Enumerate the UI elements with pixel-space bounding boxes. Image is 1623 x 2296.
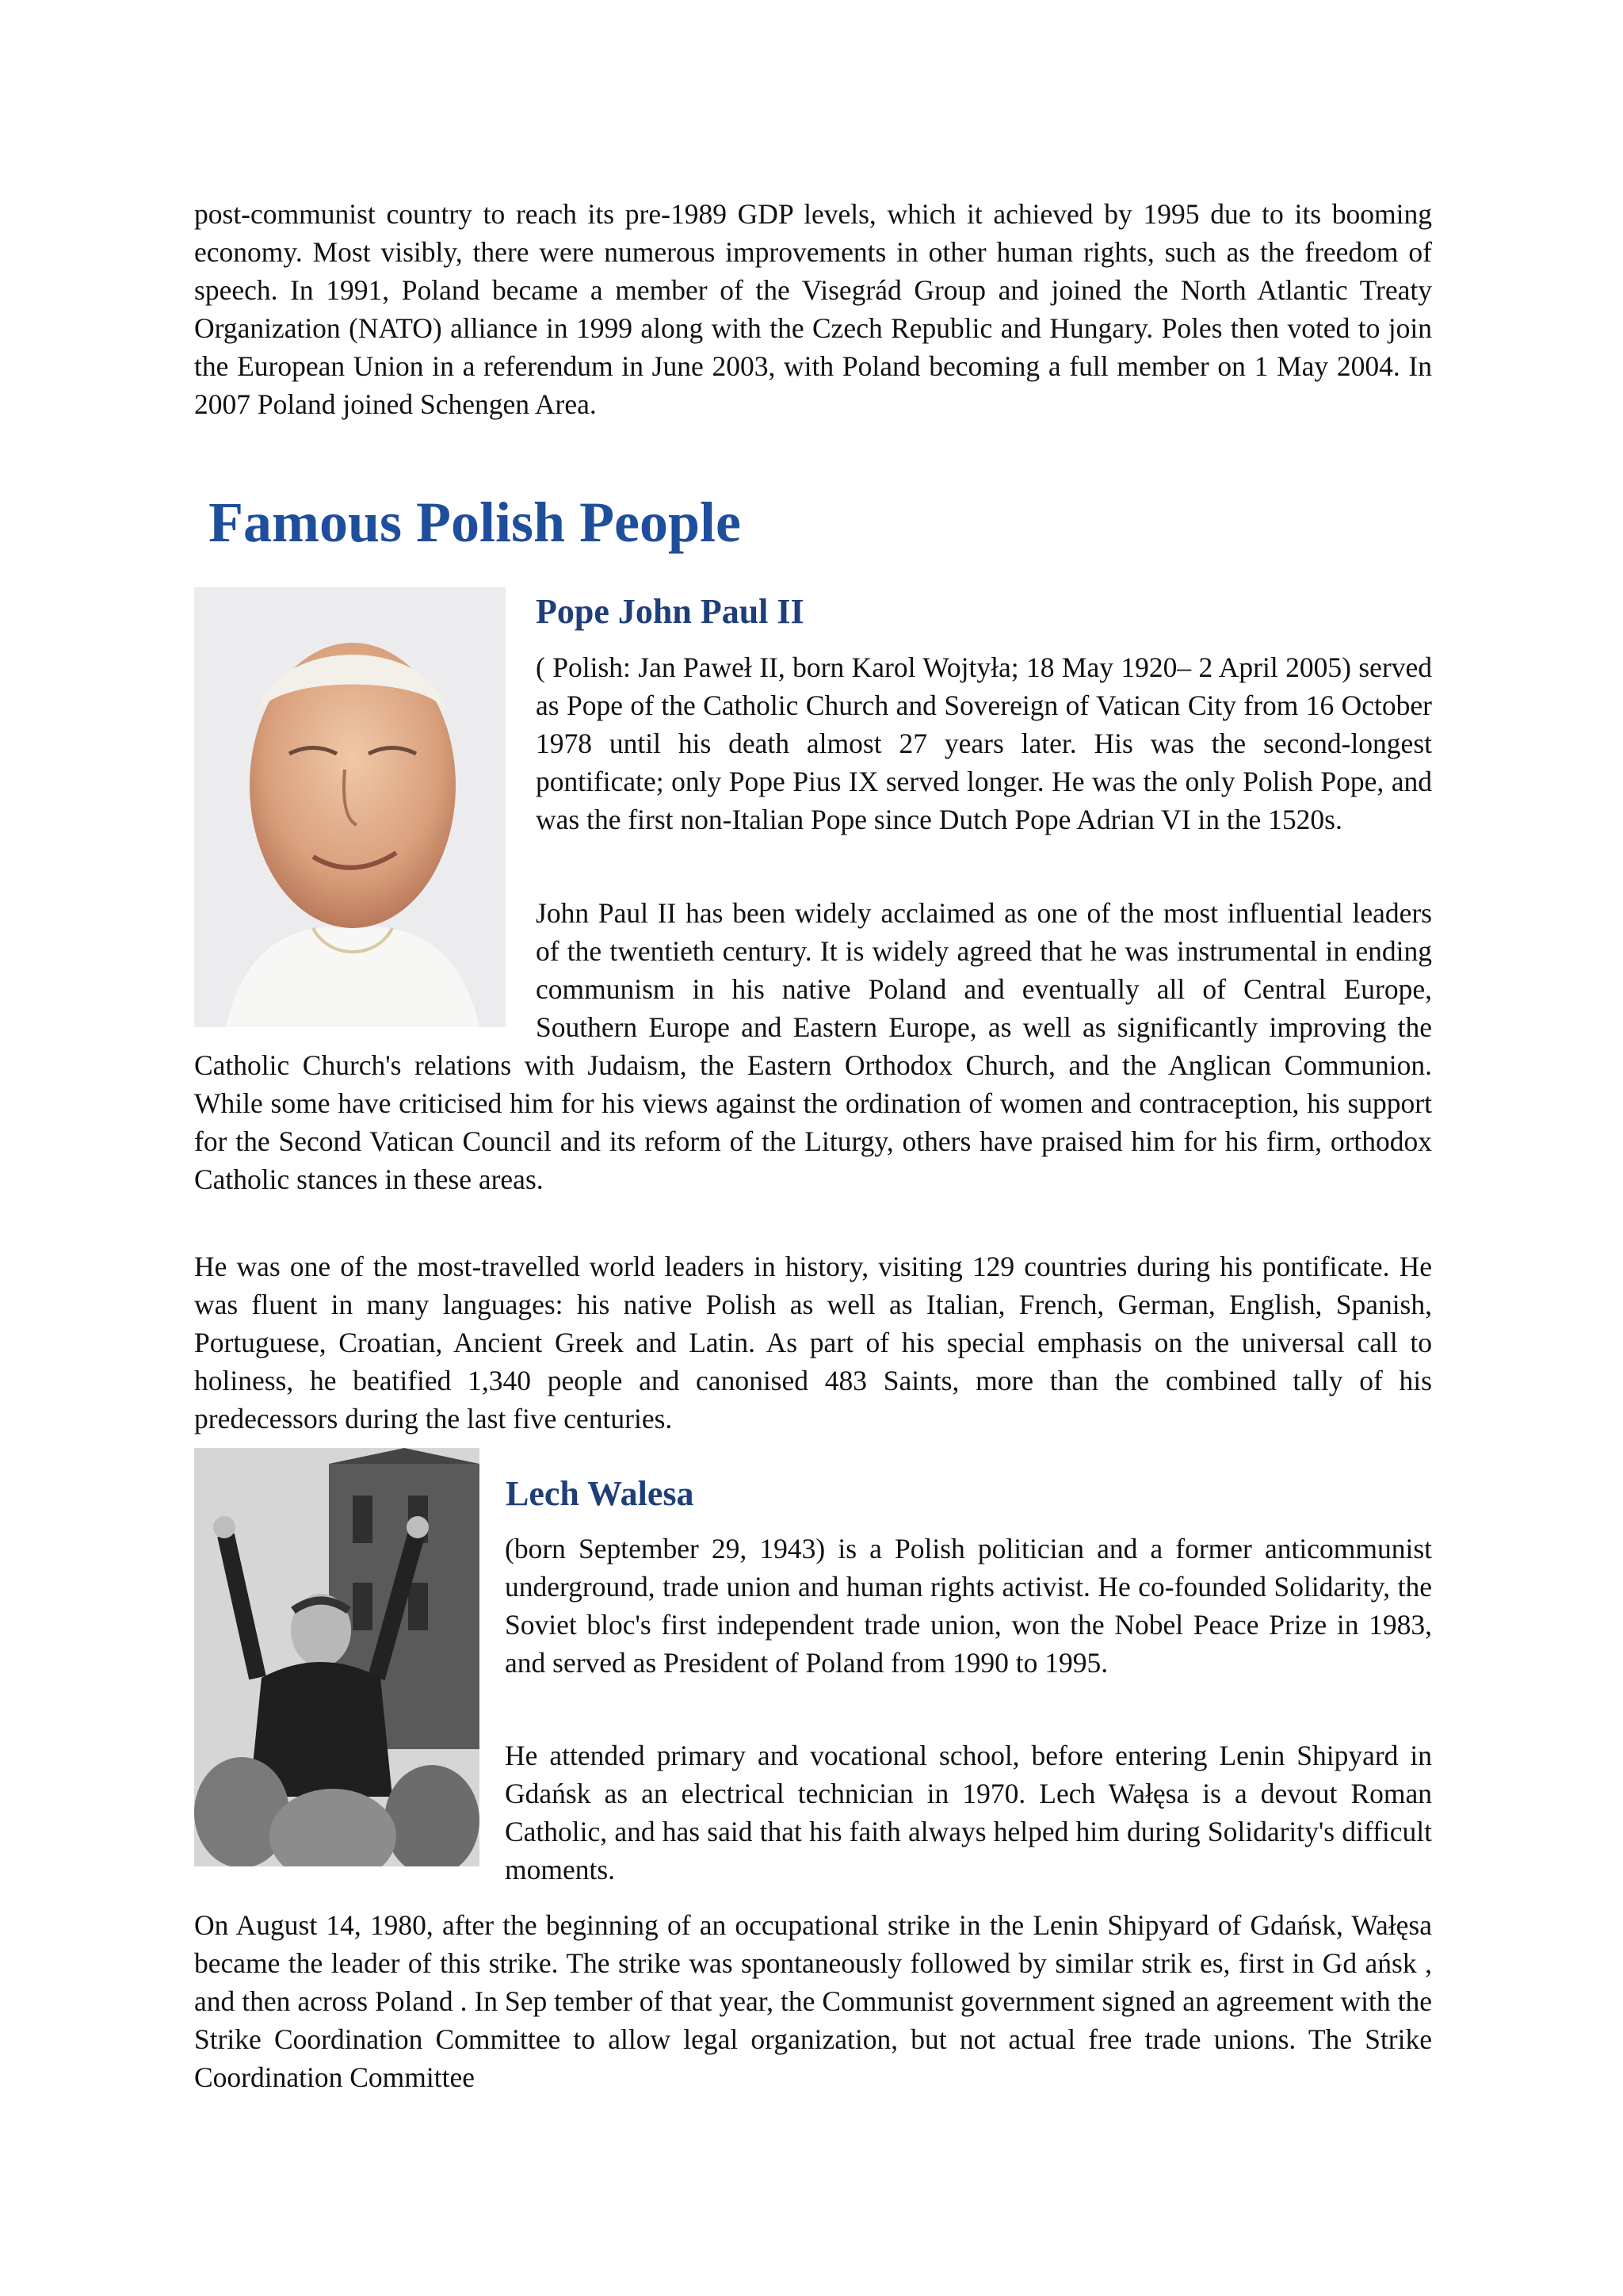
section-title: Famous Polish People [208,491,742,554]
john-paul-ii-paragraph-3: He was one of the most-travelled world leaders in history, visiting 129 countries during his pontificate. He was fluent in many languages: his native Polish as well as Italian, French, German, English, Spanish, Portuguese, Croatian, Ancient Greek and Latin. As part of his special emphasis on the universal call to holiness, he beatified 1,340 people and canonised 483 Saints, more than the combined tally of his predecessors during the last five centuries. [194,1251,1432,1435]
john-paul-ii-paragraph-1-text: ( Polish: Jan Paweł II, born Karol Wojtyła; 18 May 1920– 2 April 2005) served as Pope of the Catholic Church and Sovereign of Vatican City from 16 October 1978 until his death almost 27 years later. His was the second-longest pontificate; only Pope Pius IX served longer. He was the only Polish Pope, and was the first non-Italian Pope since Dutch Pope Adrian VI in the 1520s. [536,651,1432,835]
lech-walesa-heading: Lech Walesa [506,1474,694,1513]
lech-walesa-paragraph-2 [194,1736,1432,1889]
lech-walesa-paragraph-1 [194,1530,1432,1720]
john-paul-ii-heading: Pope John Paul II [536,592,804,631]
photo-spacer [194,894,536,1046]
lech-walesa-paragraph-1-text: (born September 29, 1943) is a Polish politician and a former anticommunist underground, trade union and human rights activist. He co-founded Solidarity, the Soviet bloc's first independent trade union, won the Nobel Peace Prize in 1983, and served as President of Poland from 1990 to 1995. [505,1533,1432,1679]
lech-walesa-paragraph-3: On August 14, 1980, after the beginning of an occupational strike in the Lenin Shipyard of Gdańsk, Wałęsa became the leader of this strike. The strike was spontaneously followed by similar strik es, first in Gd ańsk , and then across Poland . In Sep tember of that year, the Communist government signed an agreement with the Strike Coordination Committee to allow legal organization, but not actual free trade unions. The Strike Coordination Committee [194,1909,1432,2093]
photo-spacer [194,1530,505,1720]
john-paul-ii-paragraph-2 [194,894,1432,1198]
john-paul-ii-paragraph-1 [194,648,1432,894]
lech-walesa-paragraph-2-text: He attended primary and vocational school, before entering Lenin Shipyard in Gdańsk as an electrical technician in 1970. Lech Wałęsa is a devout Roman Catholic, and has said that his faith always helped him during Solidarity's difficult moments. [505,1740,1432,1885]
intro-paragraph: post-communist country to reach its pre-1989 GDP levels, which it achieved by 1995 due to its booming economy. Most visibly, there were numerous improvements in other human rights, such as the freedom of speech. In 1991, Poland became a member of the Visegrád Group and joined the North Atlantic Treaty Organization (NATO) alliance in 1999 along with the Czech Republic and Hungary. Poles then voted to join the European Union in a referendum in June 2003, with Poland becoming a full member on 1 May 2004. In 2007 Poland joined Schengen Area. [194,198,1432,420]
photo-spacer [194,648,536,894]
john-paul-ii-paragraph-2-text: John Paul II has been widely acclaimed as one of the most influential leaders of the twentieth century. It is widely agreed that he was instrumental in ending communism in his native Poland and eventually all of Central Europe, Southern Europe and Eastern Europe, as well as significantly improving the Catholic Church's relations with Judaism, the Eastern Orthodox Church, and the Anglican Communion. While some have criticised him for his views against the ordination of women and contraception, his support for the Second Vatican Council and its reform of the Liturgy, others have praised him for his firm, orthodox Catholic stances in these areas. [194,897,1432,1195]
photo-spacer [194,1736,505,1889]
